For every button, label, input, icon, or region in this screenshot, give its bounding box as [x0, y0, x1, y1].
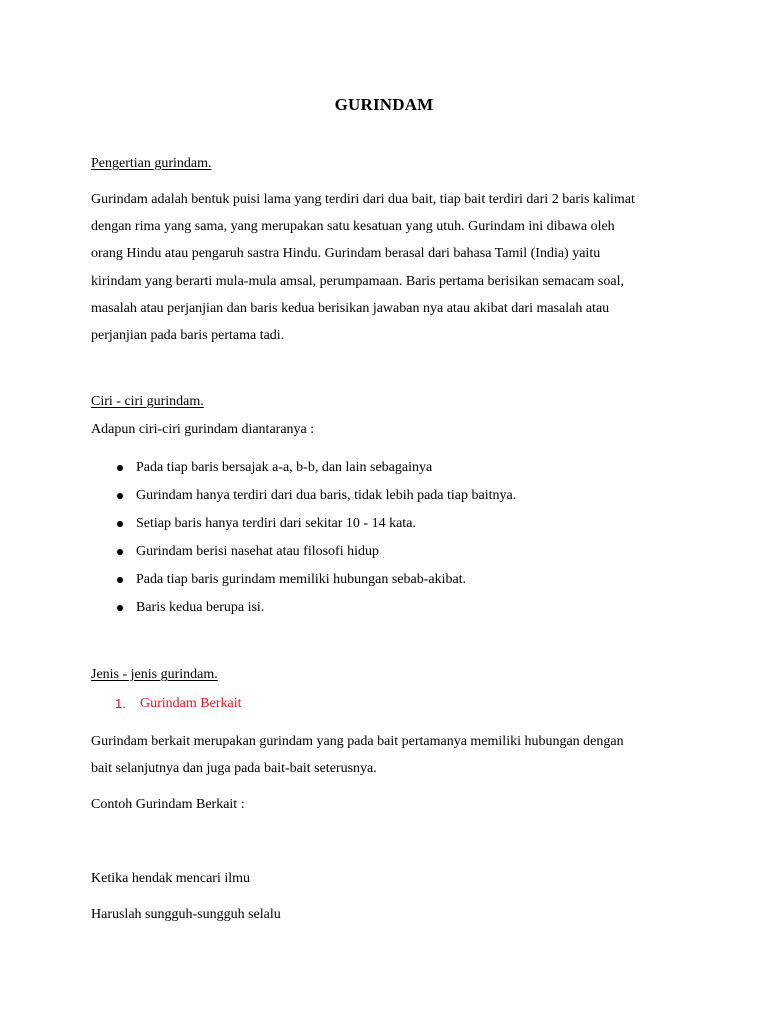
- bullet-icon: [117, 465, 123, 471]
- paragraph-line: Gurindam berkait merupakan gurindam yang pada bait pertamanya memiliki hubungan dengan: [91, 734, 624, 749]
- example-line: Haruslah sungguh-sungguh selalu: [91, 907, 281, 922]
- bullet-icon: [117, 577, 123, 583]
- bullet-icon: [117, 605, 123, 611]
- paragraph-line: Gurindam adalah bentuk puisi lama yang terdiri dari dua bait, tiap bait terdiri dari 2 baris kalimat: [91, 192, 635, 207]
- list-item-text: Pada tiap baris gurindam memiliki hubungan sebab-akibat.: [136, 572, 467, 587]
- heading-ciri: Ciri - ciri gurindam.: [91, 394, 204, 409]
- bullet-icon: [117, 549, 123, 555]
- example-line: Ketika hendak mencari ilmu: [91, 871, 250, 886]
- paragraph-line: dengan rima yang sama, yang merupakan satu kesatuan yang utuh. Gurindam ini dibawa oleh: [91, 219, 615, 235]
- bullet-icon: [117, 493, 123, 499]
- list-item-text: Pada tiap baris bersajak a-a, b-b, dan lain sebagainya: [136, 460, 433, 475]
- list-item-text: Setiap baris hanya terdiri dari sekitar 10 - 14 kata.: [136, 516, 416, 531]
- bullet-icon: [117, 521, 123, 527]
- paragraph-pengertian: [91, 186, 691, 349]
- paragraph-line: orang Hindu atau pengaruh sastra Hindu. Gurindam berasal dari bahasa Tamil (India) yaitu: [91, 246, 601, 262]
- numbered-item-label: Gurindam Berkait: [140, 696, 242, 711]
- example-label: Contoh Gurindam Berkait :: [91, 797, 245, 812]
- paragraph-gurindam-berkait: [91, 728, 691, 782]
- heading-pengertian: Pengertian gurindam.: [91, 156, 212, 171]
- document-title: GURINDAM: [334, 95, 434, 114]
- paragraph-line: bait selanjutnya dan juga pada bait-bait seterusnya.: [91, 761, 377, 777]
- paragraph-line: perjanjian pada baris pertama tadi.: [91, 328, 285, 344]
- heading-jenis: Jenis - jenis gurindam.: [91, 667, 218, 682]
- list-number: 1.: [115, 696, 126, 711]
- list-item-text: Gurindam berisi nasehat atau filosofi hidup: [136, 544, 379, 559]
- list-item-text: Gurindam hanya terdiri dari dua baris, tidak lebih pada tiap baitnya.: [136, 488, 517, 503]
- paragraph-line: masalah atau perjanjian dan baris kedua berisikan jawaban nya atau akibat dari masalah atau: [91, 300, 610, 316]
- paragraph-line: kirindam yang berarti mula-mula amsal, perumpamaan. Baris pertama berisikan semacam soal,: [91, 273, 624, 289]
- list-item-text: Baris kedua berupa isi.: [136, 600, 265, 615]
- ciri-intro: Adapun ciri-ciri gurindam diantaranya :: [91, 422, 315, 437]
